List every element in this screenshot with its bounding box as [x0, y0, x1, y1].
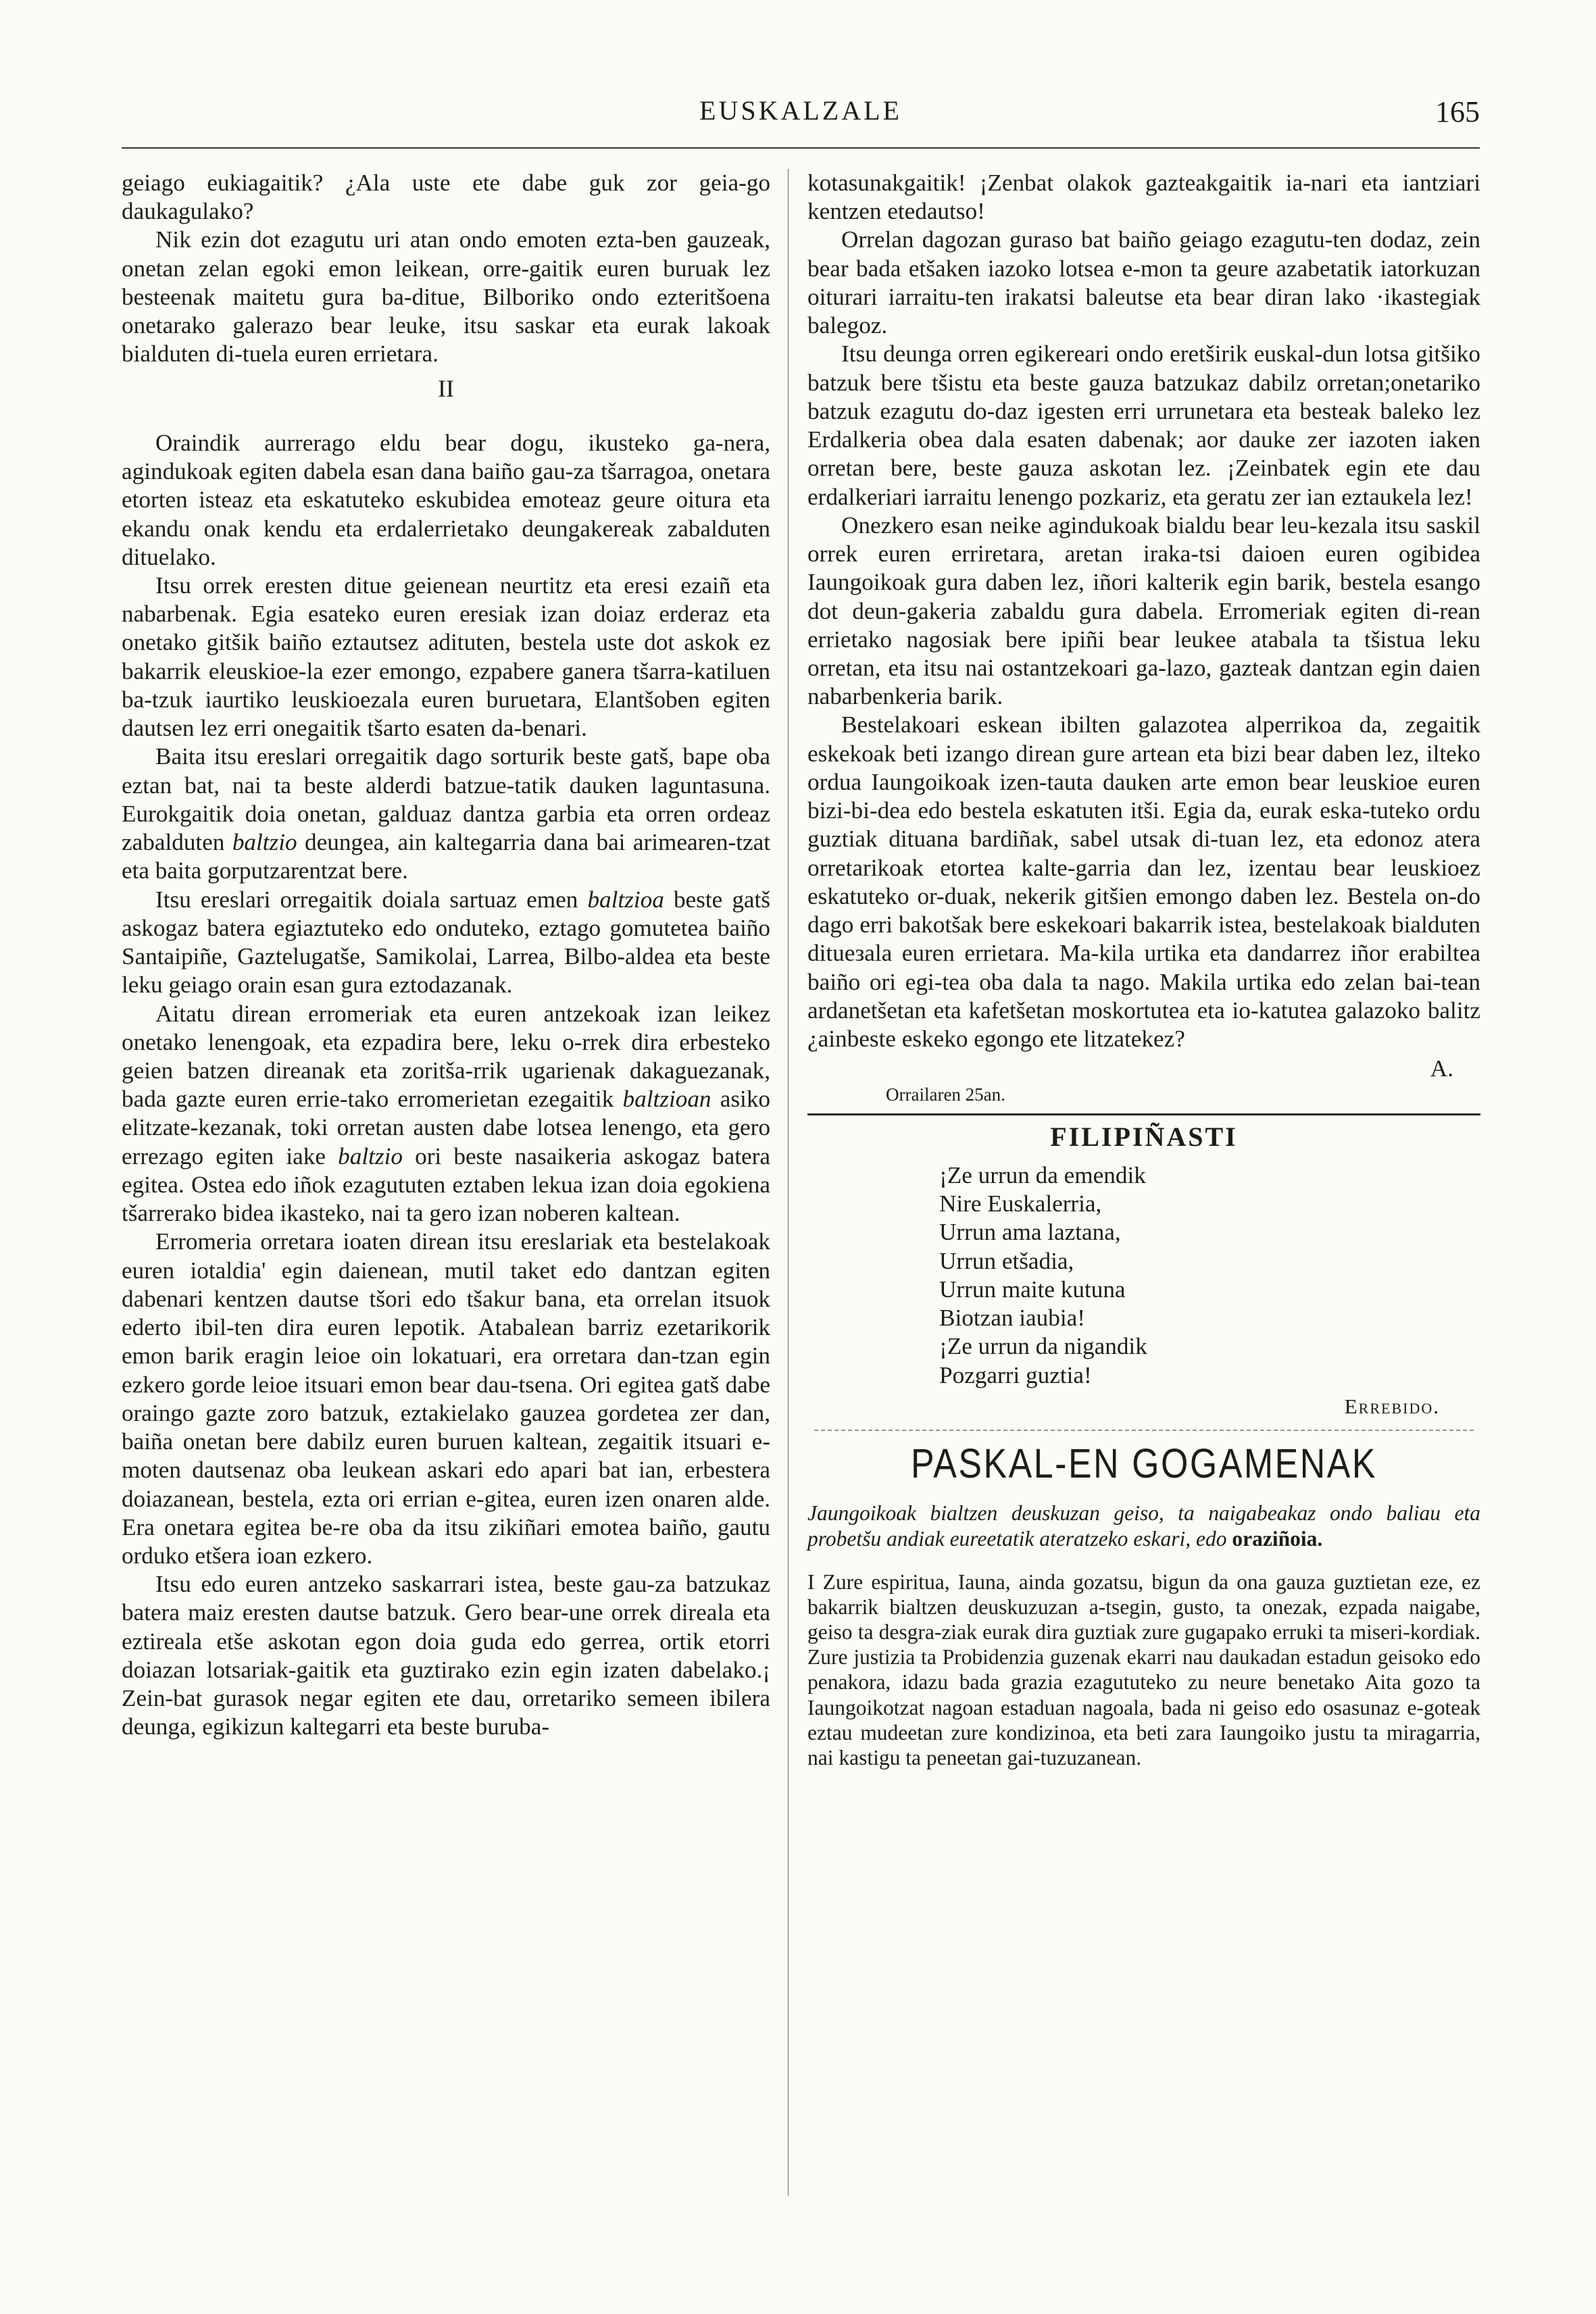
- paragraph: Oraindik aurrerago eldu bear dogu, ikusteko ga-nera, agindukoak egiten dabela esan dana baiño gau-za tšarragoa, onetara etorten isteaz eta eskatuteko eskubidea emoteaz geure oitura eta ekandu onak kendu eta erdalerrietako deungakereak zabalduten dituelako.: [122, 429, 770, 570]
- paragraph: Onezkero esan neike agindukoak bialdu bear leu-kezala itsu saskil orrek euren erriretara, aretan iraka-tsi daioen euren ogibidea Iaungoikoak gura daben lez, iñori kalterik egin barik, bestela esango dot deun-gakeria zabaldu gura dabela. Erromeriak egiten di-rean errietako nagosiak bere ipiñi bear leukee atabala ta tšistua leku orretan, eta itsu nai ostantzekoari ga-lazo, gazteak dantzan egin daien nabarbenkeria barik.: [807, 511, 1480, 710]
- running-title: EUSKALZALE: [699, 95, 902, 126]
- page-number: 165: [1435, 95, 1480, 128]
- paragraph: geiago eukiagaitik? ¿Ala uste ete dabe guk zor geia-go daukagulako?: [122, 170, 770, 225]
- subtitle-text: Jaungoikoak bialtzen deuskuzan geiso, ta naigabeakaz ondo baliau eta probetšu andiak eureetatik ateratzeko eskari, edo: [807, 1501, 1480, 1551]
- text-run: ori beste nasaikeria askogaz batera egitea. Ostea edo iñok ezagututen eztaben lekua izan doia egokiena tšarrerako bidea ikasteko, nai ta gero izan noberen kaltean.: [122, 1142, 770, 1227]
- poem-line: Urrun maite kutuna: [939, 1276, 1126, 1303]
- left-column: [122, 169, 770, 1742]
- poem-signature: Errebido.: [1344, 1394, 1440, 1418]
- article-signature: A.: [1430, 1055, 1453, 1082]
- poem: [939, 1161, 1480, 1390]
- text-run: asiko elitzate-kezanak, toki orretan austen dabe lotsea lenengo, eta gero errezago egiten iake: [122, 1086, 771, 1169]
- poem-title: FILIPIÑASTI: [1050, 1121, 1238, 1152]
- poem-line: ¡Ze urrun da nigandik: [939, 1333, 1147, 1360]
- italic-term: baltzio: [338, 1142, 403, 1169]
- poem-line: Urrun ama laztana,: [939, 1219, 1121, 1246]
- right-column: [807, 169, 1480, 1770]
- poem-line: Biotzan iaubia!: [939, 1305, 1085, 1332]
- poem-line: ¡Ze urrun da emendik: [939, 1161, 1146, 1188]
- header-rule: [122, 147, 1480, 149]
- paragraph: [122, 1000, 770, 1228]
- section-subtitle: [807, 1501, 1480, 1552]
- paragraph: [122, 886, 770, 1000]
- paragraph: Nik ezin dot ezagutu uri atan ondo emoten ezta-ben gauzeak, onetan zelan egoki emon leikean, orre-gaitik euren buruak lez besteenak maitetu gura ba-ditue, Bilboriko ondo ezteritšoena onetarako galerazo bear leuke, itsu saskar eta eurak lakoak bialduten di-tuela euren errietara.: [122, 226, 770, 368]
- running-head: [122, 95, 1480, 135]
- italic-term: baltzioan: [622, 1086, 712, 1113]
- text-run: Baita itsu ereslari orregaitik dago sorturik beste gatš, bape oba eztan bat, nai ta beste alderdi batzue-tatik dauken laguntasuna. Eurokgaitik doia onetan, galduaz dantza garbia eta orren ordeaz zabalduten: [122, 743, 770, 856]
- paragraph: I Zure espiritua, Iauna, ainda gozatsu, bigun da ona gauza guztietan eze, ez bakarrik bialtzen deuskuzuzan a-tsegin, gusto, ta onezak, ezpada naigabe, geiso ta desgra-ziak eurak dira guztiak zure gugapako erruki ta miseri-kordiak. Zure justizia ta Probidenzia guzenak ekarri nau daukadan estadun geisoko edo penakora, idazu bada grazia ezagututeko zu neure benetako Aita gozo ta Iaungoikotzat nagoan estaduan nagoala, bada ni geiso edo osasunaz e-goteak eztau mudeetan zure kondizinoa, eta beti zara Iaungoiko justu ta miragarria, nai kastigu ta peneetan gai-tuzuzanean.: [807, 1569, 1480, 1769]
- column-divider: [788, 169, 789, 2196]
- paragraph: Itsu edo euren antzeko saskarrari istea, beste gau-za batzukaz batera maiz eresten dautse batzuk. Gero bear-une orrek direala eta eztireala etše askotan egon doia guda edo gerrea, ortik etorri doiazan lotsariak-gaitik eta guztirako ezin egin izaten dabelako.¡ Zein-bat gurasok negar egiten ete dau, orretariko semeen ibilera deunga, egikizun kaltegarri eta beste buruba-: [122, 1571, 770, 1740]
- text-run: Aitatu direan erromeriak eta euren antzekoak izan leikez onetako lenengoak, eta ezpadira bere, leku o-rrek dira erbesteko geien batzen direanak eta zoritša-rrik ugarienak dakaguezanak, bada gazte euren errie-tako erromerietan ezegaitik: [122, 1000, 770, 1113]
- poem-line: Urrun etšadia,: [939, 1247, 1074, 1274]
- paragraph: Orrelan dagozan guraso bat baiño geiago ezagutu-ten dodaz, zein bear bada etšaken iazoko lotsea e-mon ta geure azabetatik iatorkuzan oiturari iarraitu-ten irakatsi baleutse eta bear diran lako ·ikastegiak balegoz.: [807, 226, 1480, 339]
- italic-term: baltzioa: [587, 886, 664, 913]
- paragraph: Itsu orrek eresten ditue geienean neurtitz eta eresi ezaiñ eta nabarbenak. Egia esateko euren eresiak izan doiaz erderaz eta onetako gitšik baiño eztautsez adituten, bestela uste dot askok ez bakarrik eleuskioe-la ezer emongo, ezpabere ganera tšarra-katiluen ba-tzuk iaurtiko leuskioezala euren buruetara, Elantšoben egiten dautsen lez erri onegaitik tšarto esaten da-benari.: [122, 572, 770, 742]
- paragraph: [122, 743, 770, 885]
- paragraph: Itsu deunga orren egikereari ondo eretširik euskal-dun lotsa gitšiko batzuk bere tšistu eta beste gauza batzukaz dabilz orretan;onetariko batzuk ezagutu do-daz igesten erri urrunetara eta besteak baleko lez Erdalkeria obea dala esaten dabenak; aor dauke zer iazoten iaken orretan bere, beste gauza askotan lez. ¡Zeinbatek egin ete dau erdalkeriari iarraitu lenengo pozkariz, eta geratu zer ian eztaukela lez!: [807, 341, 1480, 510]
- poem-line: Pozgarri guztia!: [939, 1361, 1092, 1388]
- text-run: deungea, ain kaltegarria dana bai arimearen-tzat eta baita gorputzarentzat bere.: [122, 829, 771, 884]
- italic-term: baltzio: [232, 829, 297, 856]
- subtitle-bold: oraziñoia.: [1232, 1526, 1323, 1551]
- section-rule: [807, 1113, 1480, 1115]
- text-run: beste gatš askogaz batera egiaztuteko edo onduteko, eztago gomutetea baiño Santaipiñe, Gaztelugatše, Samikolai, Larrea, Bilbo-aldea eta beste leku geiago orain esan gura eztodazanak.: [122, 886, 771, 999]
- poem-line: Nire Euskalerria,: [939, 1190, 1102, 1217]
- text-run: Itsu ereslari orregaitik doiala sartuaz emen: [155, 886, 578, 913]
- dateline: Orrailaren 25an.: [886, 1084, 1005, 1105]
- section-numeral: II: [438, 374, 454, 402]
- paragraph: Erromeria orretara ioaten direan itsu ereslariak eta bestelakoak euren iotaldia' egin daienean, mutil taket edo dantzan egiten dabenari kentzen dautse tšori edo tšakur bana, eta orrelan itsuok ederto ibil-ten dira euren lepotik. Atabalean barriz ezetarikorik emon barik eragin leioe oin lokatuari, era orretara dan-tzan egin ezkero gorde leioe itsuari emon bear dau-tsena. Ori egitea gatš dabe oraingo gazte zoro batzuk, eztakielako gauzea gordetea zer dan, baiña onetan bere dabilz euren buruen kaltean, zegaitik itsuari e-moten dautsenaz oba leukean askari edo apari bat ian, erbestera doiazanean, bestela, ezta ori errian e-gitea, euren izen onaren alde. Era onetara egitea be-re oba da itsu zikiñari emotea baiño, gautu orduko etšera ioan ezkero.: [122, 1228, 770, 1569]
- paragraph: kotasunakgaitik! ¡Zenbat olakok gazteakgaitik ia-nari eta iantziari kentzen etedautso!: [807, 170, 1480, 225]
- ornamental-rule: [814, 1430, 1474, 1431]
- section-title: PASKAL-EN GOGAMENAK: [910, 1440, 1378, 1486]
- paragraph: Bestelakoari eskean ibilten galazotea alperrikoa da, zegaitik eskekoak beti izango direan gure artean eta bizi bear daben lez, ilteko ordua Iaungoikoak izen-tauta dauken arte emon bear leuskioe euren bizi-bi-dea edo bestela eskatuten itši. Egia da, eurak eska-tuteko ordu guztiak dituana bardiñak, sabel utsak di-tuan lez, eta edonoz atera orretarikoak etortea kalte-garria dan lez, izentau bear leuskioez eskatuteko or-duak, nekerik gitšien emongo daben lez. Bestela on-do dago erri bakotšak bere eskekoari bakarrik istea, bestelakoak bialduten ditueзala euren errietara. Ma-kila urtika eta dandarrez iñor erabiltea baiño ori egi-tea oba dala ta nago. Makila urtika edo zelan bai-tean ardanetšetan eta kafetšetan moskortutea eta io-katutea galazoko balitz ¿ainbeste eskeko egongo ete litzatekez?: [807, 711, 1480, 1053]
